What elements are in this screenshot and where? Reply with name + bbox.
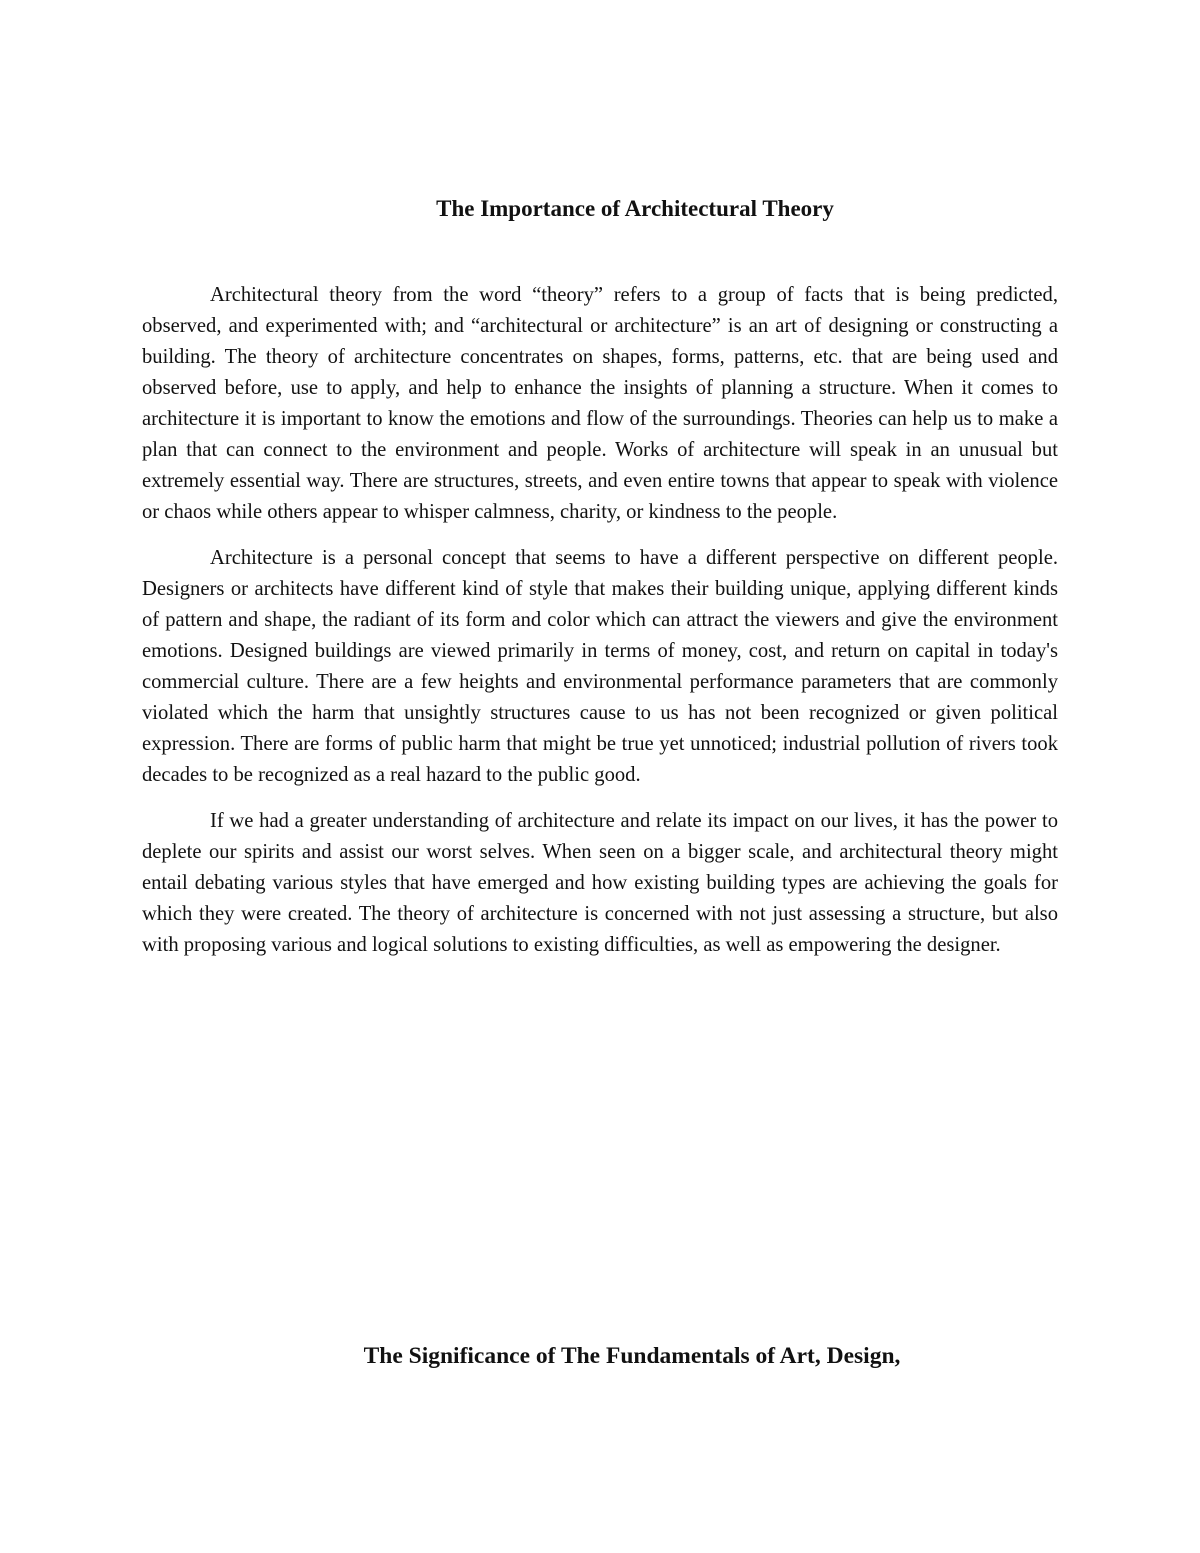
paragraph-2: Architecture is a personal concept that seems to have a different perspective on different people. Designers or architects have different kind of style that makes their building unique, applying different kinds of pattern and shape, the radiant of its form and color which can attract the viewers and give the environment emotions. Designed buildings are viewed primarily in terms of money, cost, and return on capital in today's commercial culture. There are a few heights and environmental performance parameters that are commonly violated which the harm that unsightly structures cause to us has not been recognized or given political expression. There are forms of public harm that might be true yet unnoticed; industrial pollution of rivers took decades to be recognized as a real hazard to the public good. [142, 547, 1058, 786]
paragraph-1: Architectural theory from the word “theory” refers to a group of facts that is being predicted, observed, and experimented with; and “architectural or architecture” is an art of designing or constructing a building. The theory of architecture concentrates on shapes, forms, patterns, etc. that are being used and observed before, use to apply, and help to enhance the insights of planning a structure. When it comes to architecture it is important to know the emotions and flow of the surroundings. Theories can help us to make a plan that can connect to the environment and people. Works of architecture will speak in an unusual but extremely essential way. There are structures, streets, and even entire towns that appear to speak with violence or chaos while others appear to whisper calmness, charity, or kindness to the people. [142, 284, 1058, 523]
document-body [142, 280, 1058, 976]
section-title: The Significance of The Fundamentals of Art, Design, [363, 1343, 901, 1369]
document-title: The Importance of Architectural Theory [436, 196, 834, 221]
paragraph-3: If we had a greater understanding of architecture and relate its impact on our lives, it has the power to deplete our spirits and assist our worst selves. When seen on a bigger scale, and architectural theory might entail debating various styles that have emerged and how existing building types are achieving the goals for which they were created. The theory of architecture is concerned with not just assessing a structure, but also with proposing various and logical solutions to existing difficulties, as well as empowering the designer. [142, 810, 1058, 956]
